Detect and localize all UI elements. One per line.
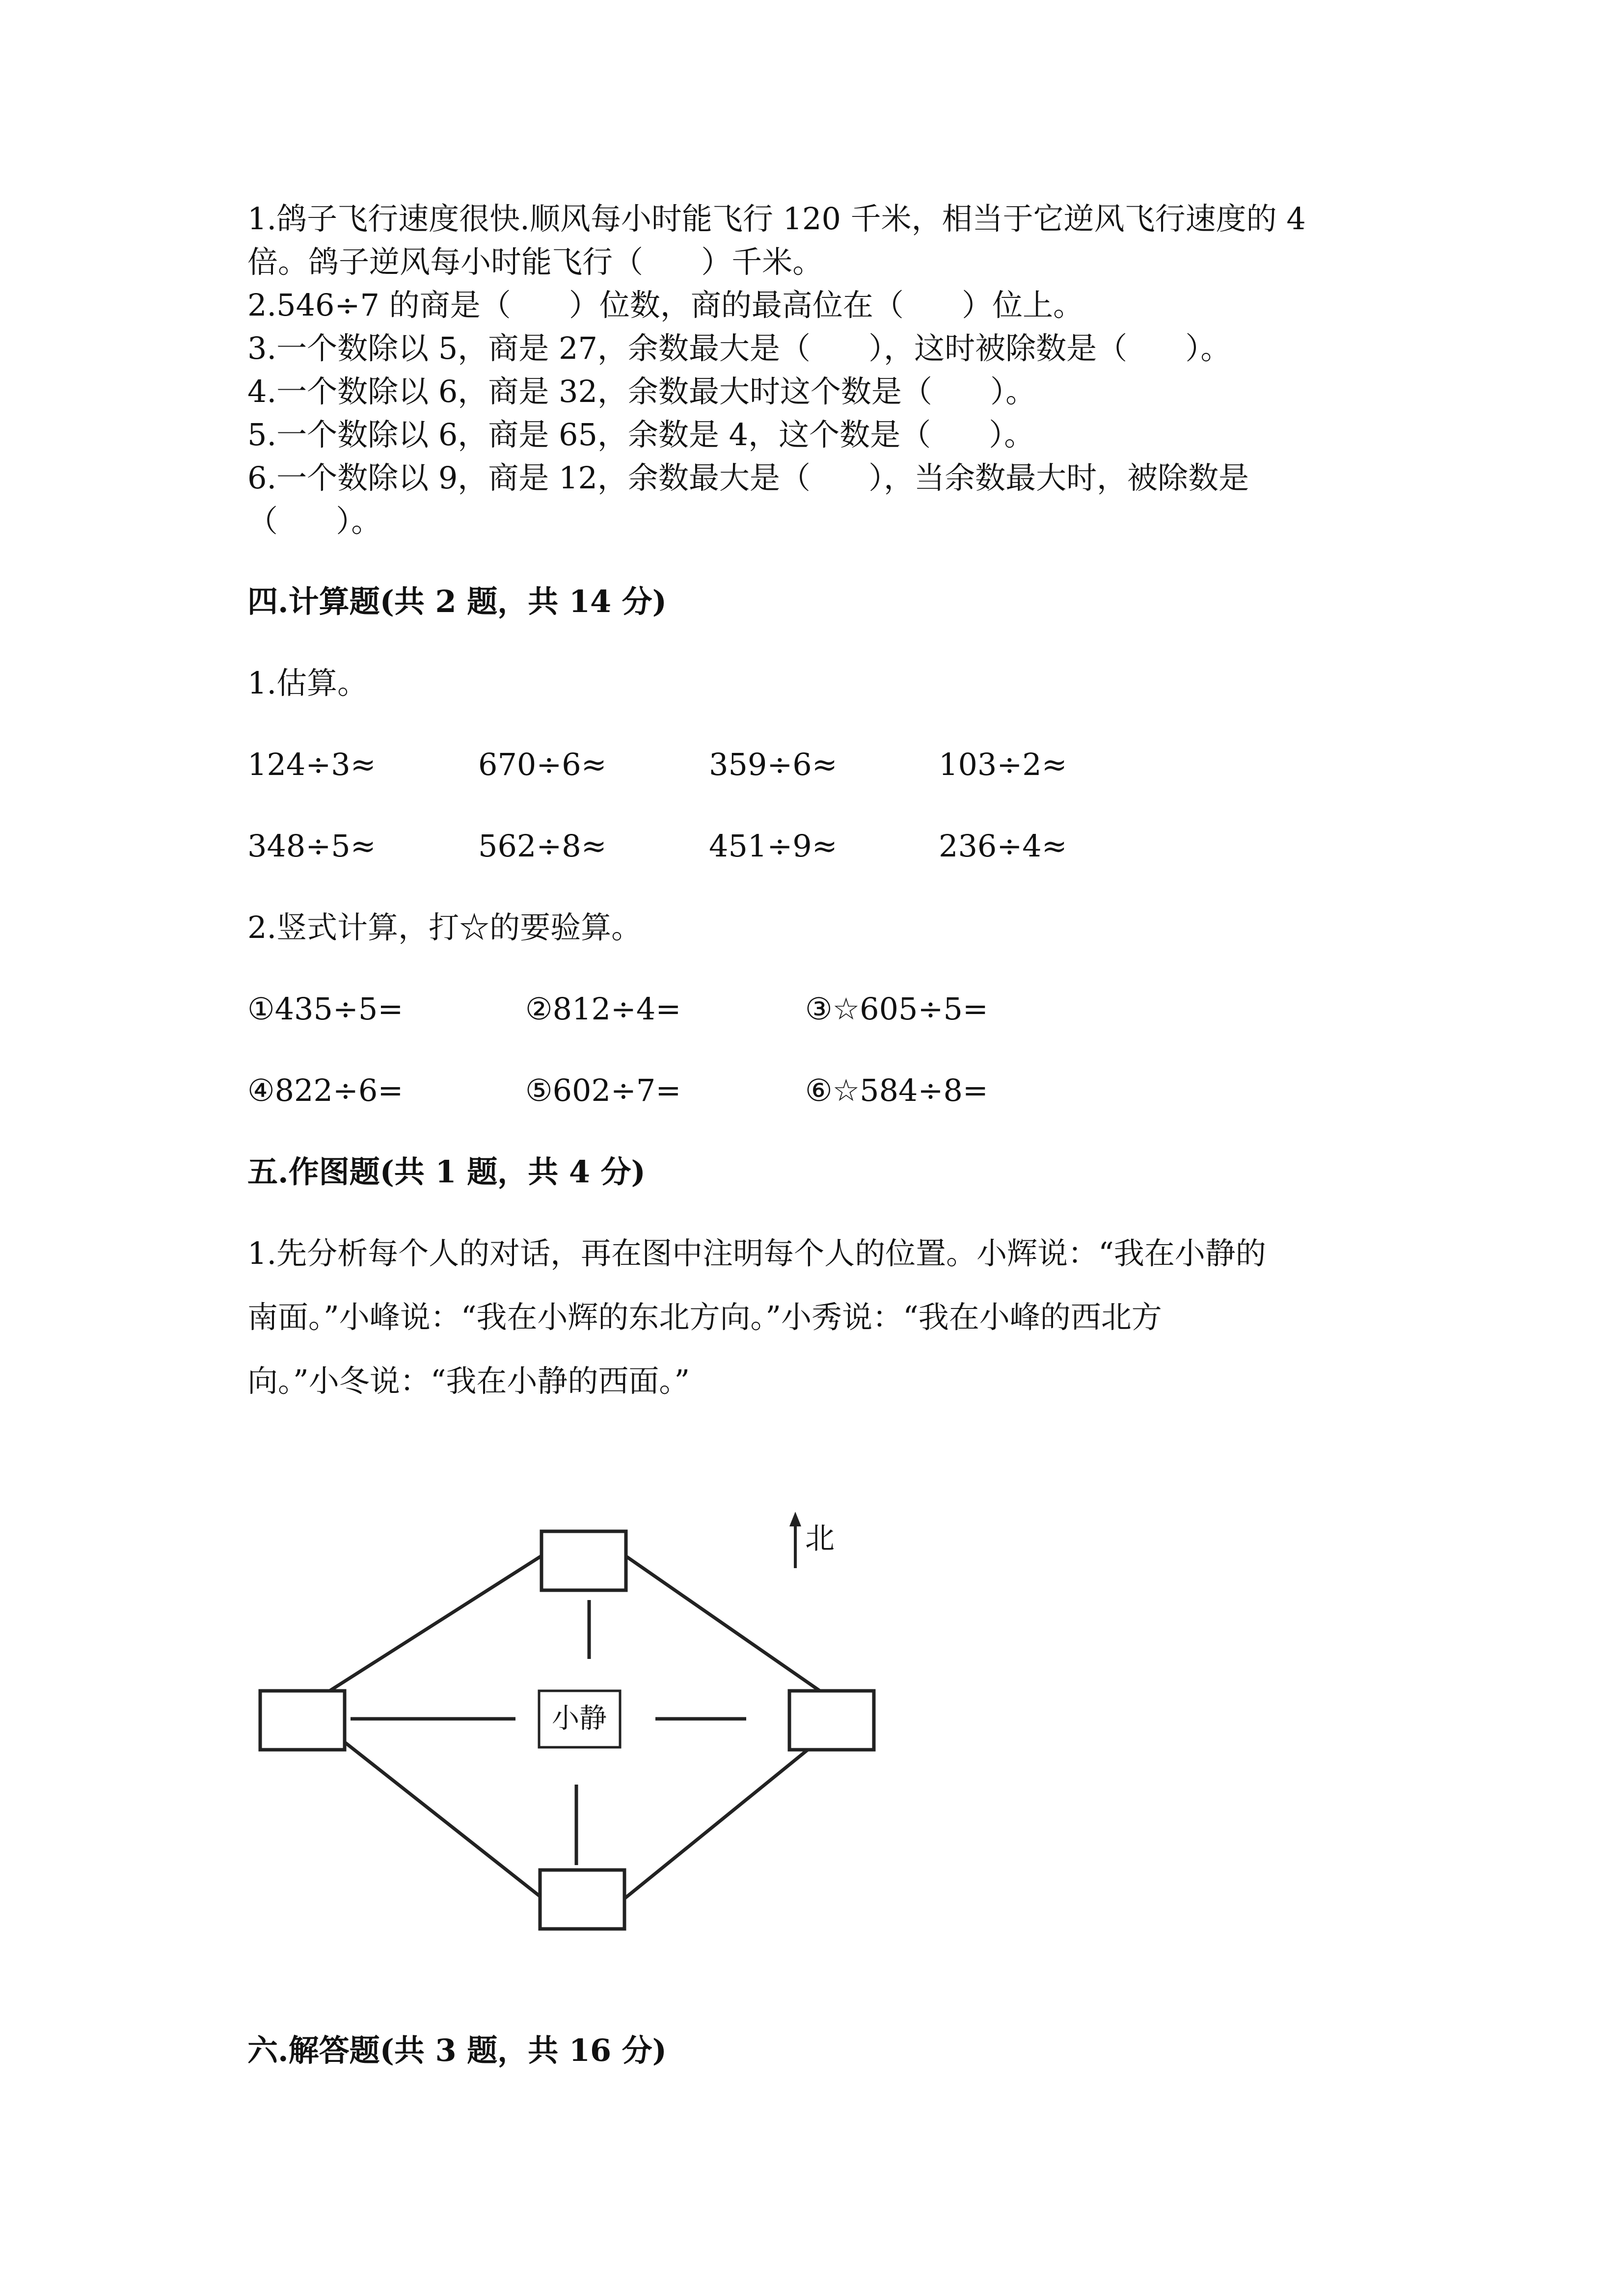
position-box-west bbox=[260, 1691, 345, 1750]
drawing-question-line-3: 向。”小冬说：“我在小静的西面。” bbox=[247, 1363, 690, 1399]
estimate-item: 103÷2≈ bbox=[939, 747, 1067, 782]
estimate-item: 348÷5≈ bbox=[247, 828, 376, 864]
fill-blank-line-4: 3.一个数除以 5，商是 27，余数最大是（ ），这时被除数是（ ）。 bbox=[247, 330, 1231, 366]
vertical-calc-item: ⑥☆584÷8= bbox=[805, 1072, 988, 1108]
estimate-item: 359÷6≈ bbox=[709, 747, 838, 782]
connector-line bbox=[344, 1741, 549, 1903]
fill-blank-line-6: 5.一个数除以 6，商是 65，余数是 4，这个数是（ ）。 bbox=[247, 417, 1035, 453]
connector-line bbox=[318, 1556, 541, 1698]
fill-blank-line-3: 2.546÷7 的商是（ ）位数，商的最高位在（ ）位上。 bbox=[247, 287, 1084, 323]
connector-line bbox=[625, 1556, 820, 1691]
direction-diagram bbox=[255, 1492, 893, 1958]
section5-title: 五.作图题(共 1 题，共 4 分) bbox=[247, 1154, 646, 1190]
north-label: 北 bbox=[805, 1522, 835, 1556]
estimate-item: 124÷3≈ bbox=[247, 747, 376, 782]
vertical-calc-item: ④822÷6= bbox=[247, 1072, 404, 1108]
section4-title: 四.计算题(共 2 题，共 14 分) bbox=[247, 584, 667, 619]
position-box-east bbox=[789, 1691, 874, 1750]
vertical-calc-item: ③☆605÷5= bbox=[805, 991, 988, 1027]
vertical-calc-item: ⑤602÷7= bbox=[525, 1072, 681, 1108]
fill-blank-line-7: 6.一个数除以 9，商是 12，余数最大是（ ），当余数最大时，被除数是 bbox=[247, 460, 1249, 496]
drawing-question-line-1: 1.先分析每个人的对话，再在图中注明每个人的位置。小辉说：“我在小静的 bbox=[247, 1235, 1266, 1271]
estimate-item: 562÷8≈ bbox=[478, 828, 607, 864]
connector-line bbox=[619, 1740, 820, 1903]
estimate-item: 451÷9≈ bbox=[709, 828, 838, 864]
estimate-item: 236÷4≈ bbox=[939, 828, 1067, 864]
drawing-question-line-2: 南面。”小峰说：“我在小辉的东北方向。”小秀说：“我在小峰的西北方 bbox=[247, 1299, 1162, 1335]
position-box-south bbox=[540, 1870, 624, 1929]
position-box-north bbox=[541, 1531, 626, 1590]
vertical-calc-item: ①435÷5= bbox=[247, 991, 404, 1027]
fill-blank-line-2: 倍。鸽子逆风每小时能飞行（ ）千米。 bbox=[247, 244, 823, 280]
estimate-label: 1.估算。 bbox=[247, 665, 368, 701]
section6-title: 六.解答题(共 3 题，共 16 分) bbox=[247, 2032, 667, 2068]
estimate-item: 670÷6≈ bbox=[478, 747, 607, 782]
fill-blank-line-5: 4.一个数除以 6，商是 32，余数最大时这个数是（ ）。 bbox=[247, 374, 1036, 409]
center-label: 小静 bbox=[552, 1703, 607, 1735]
vertical-calc-label: 2.竖式计算，打☆的要验算。 bbox=[247, 909, 642, 945]
fill-blank-line-1: 1.鸽子飞行速度很快.顺风每小时能飞行 120 千米，相当于它逆风飞行速度的 4 bbox=[247, 201, 1306, 237]
fill-blank-line-8: （ ）。 bbox=[247, 503, 382, 539]
vertical-calc-item: ②812÷4= bbox=[525, 991, 681, 1027]
north-arrow-icon bbox=[789, 1512, 801, 1526]
